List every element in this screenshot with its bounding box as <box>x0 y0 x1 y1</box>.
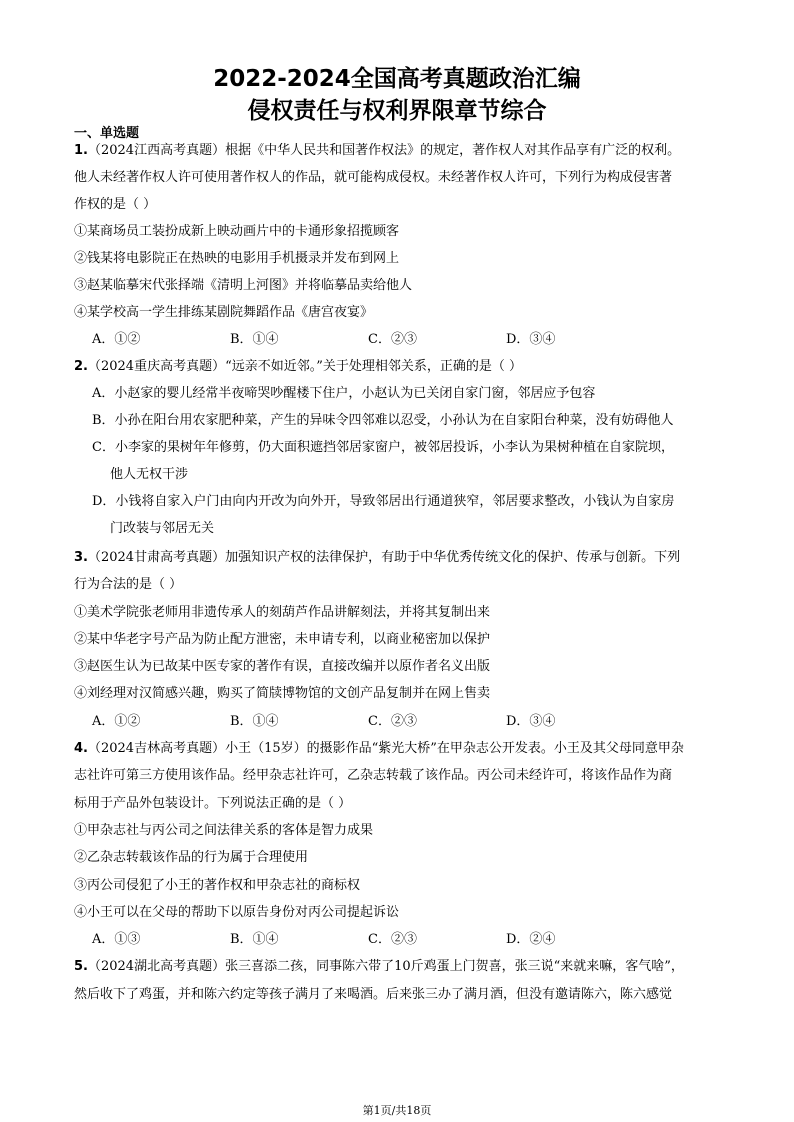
option-d: D．③④ <box>506 714 556 729</box>
option-a: A．①② <box>92 714 141 729</box>
question-3-line: 行为合法的是（ ） <box>74 577 183 592</box>
question-2-choice-d-cont: 门改装与邻居无关 <box>110 521 215 536</box>
option-b: B．①④ <box>230 714 279 729</box>
option-c: C．②③ <box>368 932 417 947</box>
question-1-item: ①某商场员工装扮成新上映动画片中的卡通形象招揽顾客 <box>74 224 400 239</box>
question-5-line: 5.（2024湖北高考真题）张三喜添二孩，同事陈六带了10斤鸡蛋上门贺喜，张三说“来就来嘛，客气啥”， <box>74 959 684 974</box>
page-footer: 第1页/共18页 <box>362 1104 432 1117</box>
question-1-line: 作权的是（ ） <box>74 197 157 212</box>
question-4-item: ④小王可以在父母的帮助下以原告身份对丙公司提起诉讼 <box>74 905 400 920</box>
option-a: A．①② <box>92 332 141 347</box>
question-number: 2. <box>74 359 88 374</box>
question-4-item: ③丙公司侵犯了小王的著作权和甲杂志社的商标权 <box>74 878 361 893</box>
document-title: 2022-2024全国高考真题政治汇编 <box>213 66 581 92</box>
question-1-item: ②钱某将电影院正在热映的电影用手机摄录并发布到网上 <box>74 251 400 266</box>
question-4-line: 志社许可第三方使用该作品。经甲杂志社许可，乙杂志转载了该作品。丙公司未经许可，将该作品作为商 <box>74 768 673 783</box>
option-b: B．①④ <box>230 932 279 947</box>
section-heading: 一、单选题 <box>74 126 140 141</box>
question-5-line: 然后收下了鸡蛋，并和陈六约定等孩子满月了来喝酒。后来张三办了满月酒，但没有邀请陈六，陈六感觉 <box>74 987 673 1002</box>
question-1-options <box>92 331 644 349</box>
question-2-choice-b: B．小孙在阳台用农家肥种菜，产生的异味令四邻难以忍受，小孙认为在自家阳台种菜，没有妨碍他人 <box>92 413 674 428</box>
question-3-item: ③赵医生认为已故某中医专家的著作有误，直接改编并以原作者名义出版 <box>74 659 491 674</box>
question-number: 1. <box>74 143 88 158</box>
question-2-choice-a: A．小赵家的婴儿经常半夜啼哭吵醒楼下住户，小赵认为已关闭自家门窗，邻居应予包容 <box>92 386 596 401</box>
question-3-item: ④刘经理对汉简感兴趣，购买了简牍博物馆的文创产品复制并在网上售卖 <box>74 686 491 701</box>
question-2-choice-d: D．小钱将自家入户门由向内开改为向外开，导致邻居出行通道狭窄，邻居要求整改，小钱认为自家房 <box>92 494 675 509</box>
option-d: D．②④ <box>506 932 556 947</box>
question-1-line: 他人未经著作权人许可使用著作权人的作品，就可能构成侵权。未经著作权人许可，下列行为构成侵害著 <box>74 170 673 185</box>
question-2-line: 2.（2024重庆高考真题）“远亲不如近邻。”关于处理相邻关系，正确的是（ ） <box>74 359 522 374</box>
question-number: 4. <box>74 741 88 756</box>
question-number: 3. <box>74 550 88 565</box>
question-4-line: 4.（2024吉林高考真题）小王（15岁）的摄影作品“紫光大桥”在甲杂志公开发表。小王及其父母同意甲杂 <box>74 741 684 756</box>
option-d: D．③④ <box>506 332 556 347</box>
document-subtitle: 侵权责任与权利界限章节综合 <box>247 98 547 124</box>
question-3-item: ②某中华老字号产品为防止配方泄密，未申请专利，以商业秘密加以保护 <box>74 632 491 647</box>
option-a: A．①③ <box>92 932 141 947</box>
question-2-choice-c-cont: 他人无权干涉 <box>110 467 189 482</box>
question-3-options <box>92 713 644 731</box>
question-1-item: ④某学校高一学生排练某剧院舞蹈作品《唐宫夜宴》 <box>74 305 374 320</box>
question-2-choice-c: C．小李家的果树年年修剪，仍大面积遮挡邻居家窗户，被邻居投诉，小李认为果树种植在自家院坝， <box>92 440 674 455</box>
question-number: 5. <box>74 959 88 974</box>
question-3-line: 3.（2024甘肃高考真题）加强知识产权的法律保护，有助于中华优秀传统文化的保护、传承与创新。下列 <box>74 550 681 565</box>
option-b: B．①④ <box>230 332 279 347</box>
option-c: C．②③ <box>368 714 417 729</box>
question-4-item: ②乙杂志转载该作品的行为属于合理使用 <box>74 850 309 865</box>
question-1-item: ③赵某临摹宋代张择端《清明上河图》并将临摹品卖给他人 <box>74 278 413 293</box>
question-1-line: 1.（2024江西高考真题）根据《中华人民共和国著作权法》的规定，著作权人对其作品享有广泛的权利。 <box>74 143 681 158</box>
option-c: C．②③ <box>368 332 417 347</box>
question-4-options <box>92 931 644 949</box>
question-4-item: ①甲杂志社与丙公司之间法律关系的客体是智力成果 <box>74 823 374 838</box>
question-4-line: 标用于产品外包装设计。下列说法正确的是（ ） <box>74 796 352 811</box>
question-3-item: ①美术学院张老师用非遗传承人的刻葫芦作品讲解刻法，并将其复制出来 <box>74 605 491 620</box>
